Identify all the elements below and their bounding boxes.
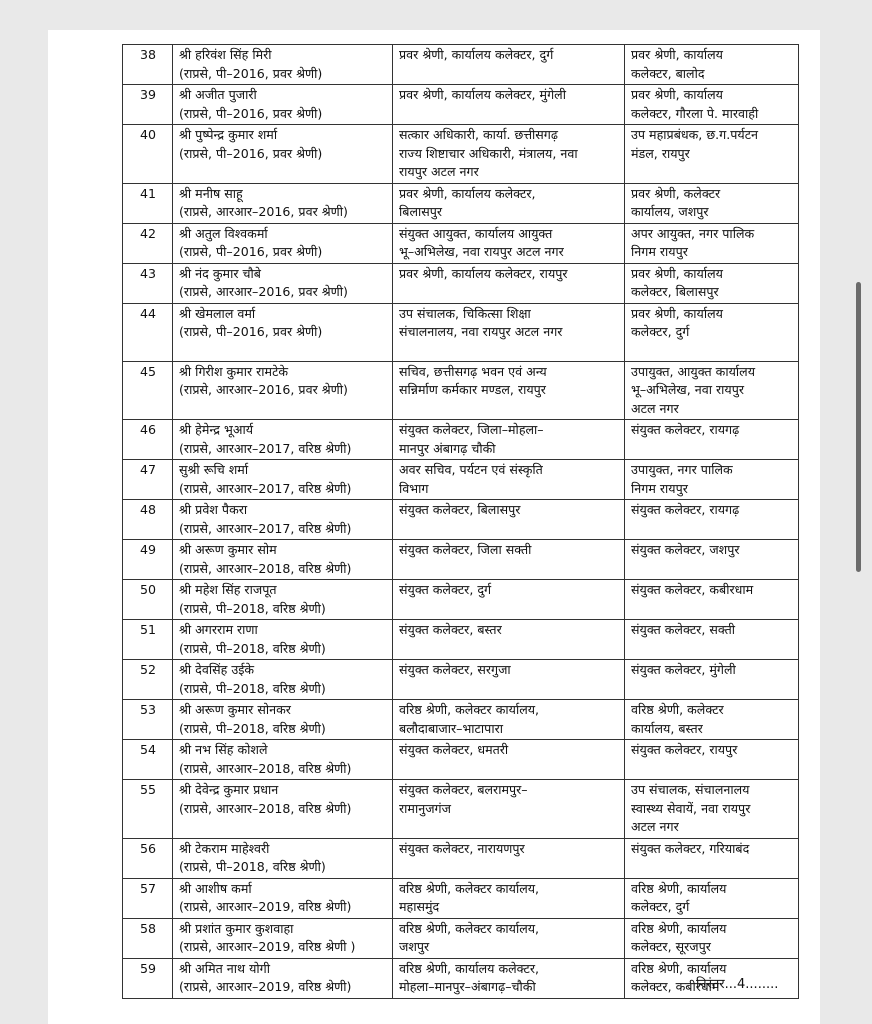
table-row — [123, 838, 799, 878]
officer-batch: (राप्रसे, पी–2018, वरिष्ठ श्रेणी) — [179, 680, 326, 696]
new-posting-line: वरिष्ठ श्रेणी, कलेक्टर — [631, 702, 724, 717]
current-posting-cell — [393, 460, 625, 500]
new-posting-cell — [625, 540, 799, 580]
table-row — [123, 303, 799, 361]
new-posting-line: कलेक्टर, दुर्ग — [631, 899, 690, 914]
serial-number: 44 — [123, 303, 173, 361]
current-posting-line: सन्निर्माण कर्मकार मण्डल, रायपुर — [399, 382, 546, 397]
current-posting-line: प्रवर श्रेणी, कार्यालय कलेक्टर, — [399, 185, 536, 201]
officer-batch: (राप्रसे, पी–2016, प्रवर श्रेणी) — [179, 244, 323, 259]
current-posting-line: जशपुर — [399, 939, 430, 954]
current-posting-line: वरिष्ठ श्रेणी, कलेक्टर कार्यालय, — [399, 920, 540, 936]
officer-batch: (राप्रसे, पी–2018, वरिष्ठ श्रेणी) — [179, 859, 326, 874]
current-posting-cell — [393, 85, 625, 125]
officer-batch: (राप्रसे, आरआर–2019, वरिष्ठ श्रेणी) — [179, 899, 352, 914]
officer-cell — [173, 85, 393, 125]
officer-cell — [173, 700, 393, 740]
officer-name: सुश्री रूचि शर्मा — [179, 462, 249, 477]
new-posting-cell — [625, 263, 799, 303]
new-posting-cell — [625, 303, 799, 361]
serial-number: 55 — [123, 780, 173, 839]
officer-cell — [173, 183, 393, 223]
table-row — [123, 700, 799, 740]
serial-number: 40 — [123, 125, 173, 184]
officer-cell — [173, 125, 393, 184]
new-posting-line: प्रवर श्रेणी, कार्यालय — [631, 305, 723, 321]
serial-number: 48 — [123, 500, 173, 540]
officer-cell — [173, 540, 393, 580]
new-posting-cell — [625, 420, 799, 460]
serial-number: 45 — [123, 361, 173, 420]
current-posting-line: संयुक्त कलेक्टर, सरगुजा — [399, 662, 511, 677]
new-posting-line: उप संचालक, संचालनालय — [631, 782, 750, 797]
continued-note: निरंतर...4........ — [696, 977, 779, 992]
new-posting-cell — [625, 918, 799, 958]
current-posting-line: वरिष्ठ श्रेणी, कलेक्टर कार्यालय, — [399, 880, 540, 896]
table-row — [123, 223, 799, 263]
current-posting-line: अवर सचिव, पर्यटन एवं संस्कृति — [399, 462, 543, 477]
new-posting-cell — [625, 183, 799, 223]
current-posting-line: संयुक्त कलेक्टर, धमतरी — [399, 742, 509, 757]
table-row — [123, 620, 799, 660]
serial-number: 57 — [123, 878, 173, 918]
officer-cell — [173, 420, 393, 460]
current-posting-line: रामानुजगंज — [399, 800, 451, 816]
table-row — [123, 918, 799, 958]
current-posting-cell — [393, 540, 625, 580]
new-posting-line: उप महाप्रबंधक, छ.ग.पर्यटन — [631, 127, 759, 142]
current-posting-cell — [393, 660, 625, 700]
officer-name: श्री हेमेन्द्र भूआर्य — [179, 422, 254, 437]
current-posting-line: संयुक्त कलेक्टर, जिला सक्ती — [399, 542, 532, 557]
officer-name: श्री नंद कुमार चौबे — [179, 265, 261, 281]
officer-batch: (राप्रसे, आरआर–2017, वरिष्ठ श्रेणी) — [179, 480, 352, 496]
officer-cell — [173, 838, 393, 878]
scrollbar[interactable] — [852, 0, 872, 1024]
table-row — [123, 740, 799, 780]
officer-name: श्री गिरीश कुमार रामटेके — [179, 363, 289, 379]
officer-cell — [173, 361, 393, 420]
current-posting-cell — [393, 45, 625, 85]
serial-number: 56 — [123, 838, 173, 878]
officer-name: श्री पुष्पेन्द्र कुमार शर्मा — [179, 127, 278, 142]
serial-number: 53 — [123, 700, 173, 740]
officer-batch: (राप्रसे, पी–2018, वरिष्ठ श्रेणी) — [179, 720, 326, 736]
officer-batch: (राप्रसे, आरआर–2017, वरिष्ठ श्रेणी) — [179, 520, 352, 536]
officer-cell — [173, 263, 393, 303]
officer-cell — [173, 918, 393, 958]
officer-name: श्री खेमलाल वर्मा — [179, 305, 256, 321]
current-posting-line: विभाग — [399, 480, 429, 496]
current-posting-line: संयुक्त आयुक्त, कार्यालय आयुक्त — [399, 225, 553, 241]
officer-batch: (राप्रसे, आरआर–2017, वरिष्ठ श्रेणी) — [179, 440, 352, 456]
new-posting-line: कार्यालय, जशपुर — [631, 204, 709, 219]
officer-cell — [173, 740, 393, 780]
officer-batch: (राप्रसे, पी–2016, प्रवर श्रेणी) — [179, 105, 323, 121]
current-posting-line: संयुक्त कलेक्टर, दुर्ग — [399, 582, 492, 597]
current-posting-line: बलौदाबाजार–भाटापारा — [399, 720, 503, 736]
officer-name: श्री टेकराम माहेश्वरी — [179, 840, 270, 856]
officer-batch: (राप्रसे, पी–2016, प्रवर श्रेणी) — [179, 324, 323, 339]
new-posting-cell — [625, 700, 799, 740]
new-posting-line: अटल नगर — [631, 400, 679, 416]
officer-batch: (राप्रसे, आरआर–2018, वरिष्ठ श्रेणी) — [179, 560, 352, 576]
document-page — [48, 30, 820, 1024]
serial-number: 54 — [123, 740, 173, 780]
current-posting-line: उप संचालक, चिकित्सा शिक्षा — [399, 305, 531, 321]
new-posting-line: प्रवर श्रेणी, कार्यालय — [631, 87, 723, 102]
current-posting-cell — [393, 223, 625, 263]
new-posting-line: संयुक्त कलेक्टर, जशपुर — [631, 542, 740, 557]
new-posting-line: प्रवर श्रेणी, कार्यालय — [631, 47, 723, 62]
current-posting-cell — [393, 838, 625, 878]
new-posting-line: अटल नगर — [631, 819, 679, 834]
table-row — [123, 660, 799, 700]
current-posting-cell — [393, 620, 625, 660]
table-row — [123, 85, 799, 125]
officer-batch: (राप्रसे, आरआर–2018, वरिष्ठ श्रेणी) — [179, 760, 352, 776]
new-posting-line: मंडल, रायपुर — [631, 145, 690, 161]
new-posting-cell — [625, 878, 799, 918]
new-posting-line: प्रवर श्रेणी, कार्यालय — [631, 265, 723, 281]
current-posting-line: भू–अभिलेख, नवा रायपुर अटल नगर — [399, 244, 564, 259]
new-posting-cell — [625, 500, 799, 540]
officer-batch: (राप्रसे, आरआर–2018, वरिष्ठ श्रेणी) — [179, 800, 352, 816]
officer-name: श्री अरूण कुमार सोनकर — [179, 702, 291, 717]
current-posting-line: मानपुर अंबागढ़ चौकी — [399, 440, 496, 456]
new-posting-line: वरिष्ठ श्रेणी, कार्यालय — [631, 880, 727, 896]
officer-batch: (राप्रसे, आरआर–2016, प्रवर श्रेणी) — [179, 284, 348, 299]
new-posting-cell — [625, 125, 799, 184]
new-posting-cell — [625, 838, 799, 878]
serial-number: 38 — [123, 45, 173, 85]
officer-batch: (राप्रसे, पी–2018, वरिष्ठ श्रेणी) — [179, 600, 326, 616]
new-posting-line: कलेक्टर, सूरजपुर — [631, 939, 711, 954]
officer-cell — [173, 660, 393, 700]
officer-batch: (राप्रसे, आरआर–2016, प्रवर श्रेणी) — [179, 382, 348, 397]
current-posting-line: संयुक्त कलेक्टर, बिलासपुर — [399, 502, 521, 517]
table-row — [123, 125, 799, 184]
officer-cell — [173, 878, 393, 918]
table-row — [123, 500, 799, 540]
current-posting-line: प्रवर श्रेणी, कार्यालय कलेक्टर, रायपुर — [399, 265, 568, 281]
new-posting-line: अपर आयुक्त, नगर पालिक — [631, 225, 755, 241]
current-posting-cell — [393, 780, 625, 839]
current-posting-cell — [393, 700, 625, 740]
current-posting-line: प्रवर श्रेणी, कार्यालय कलेक्टर, मुंगेली — [399, 87, 566, 102]
serial-number: 41 — [123, 183, 173, 223]
current-posting-line: प्रवर श्रेणी, कार्यालय कलेक्टर, दुर्ग — [399, 47, 554, 62]
officer-name: श्री आशीष कर्मा — [179, 880, 252, 896]
current-posting-line: संयुक्त कलेक्टर, जिला–मोहला– — [399, 422, 544, 437]
officer-name: श्री महेश सिंह राजपूत — [179, 582, 277, 597]
current-posting-cell — [393, 580, 625, 620]
new-posting-line: कलेक्टर, कबीरधाम — [631, 979, 720, 994]
table-row — [123, 460, 799, 500]
current-posting-line: रायपुर अटल नगर — [399, 164, 479, 179]
new-posting-cell — [625, 620, 799, 660]
officer-cell — [173, 620, 393, 660]
new-posting-line: संयुक्त कलेक्टर, कबीरधाम — [631, 582, 754, 597]
new-posting-cell — [625, 660, 799, 700]
serial-number: 59 — [123, 958, 173, 998]
officer-cell — [173, 303, 393, 361]
current-posting-cell — [393, 263, 625, 303]
serial-number: 47 — [123, 460, 173, 500]
new-posting-line: स्वास्थ्य सेवायें, नवा रायपुर — [631, 800, 751, 816]
new-posting-cell — [625, 45, 799, 85]
current-posting-line: मोहला–मानपुर–अंबागढ़–चौकी — [399, 979, 536, 994]
current-posting-cell — [393, 420, 625, 460]
current-posting-cell — [393, 740, 625, 780]
officer-name: श्री देवेन्द्र कुमार प्रधान — [179, 782, 279, 797]
officer-batch: (राप्रसे, आरआर–2016, प्रवर श्रेणी) — [179, 204, 348, 219]
table-row — [123, 420, 799, 460]
officer-cell — [173, 958, 393, 998]
officer-batch: (राप्रसे, पी–2018, वरिष्ठ श्रेणी) — [179, 640, 326, 656]
officer-name: श्री प्रशांत कुमार कुशवाहा — [179, 920, 294, 936]
serial-number: 43 — [123, 263, 173, 303]
current-posting-line: सत्कार अधिकारी, कार्या. छत्तीसगढ़ — [399, 127, 558, 142]
officer-batch: (राप्रसे, आरआर–2019, वरिष्ठ श्रेणी) — [179, 979, 352, 994]
serial-number: 42 — [123, 223, 173, 263]
officer-name: श्री हरिवंश सिंह मिरी — [179, 47, 272, 62]
scrollbar-thumb[interactable] — [856, 282, 861, 572]
new-posting-line: निगम रायपुर — [631, 480, 688, 496]
current-posting-cell — [393, 183, 625, 223]
serial-number: 49 — [123, 540, 173, 580]
officer-name: श्री अगरराम राणा — [179, 622, 258, 637]
officer-batch: (राप्रसे, पी–2016, प्रवर श्रेणी) — [179, 65, 323, 81]
serial-number: 50 — [123, 580, 173, 620]
officer-batch: (राप्रसे, पी–2016, प्रवर श्रेणी) — [179, 145, 323, 161]
current-posting-line: संचालनालय, नवा रायपुर अटल नगर — [399, 324, 563, 339]
new-posting-line: संयुक्त कलेक्टर, सक्ती — [631, 622, 736, 637]
current-posting-line: सचिव, छत्तीसगढ़ भवन एवं अन्य — [399, 363, 547, 379]
new-posting-line: संयुक्त कलेक्टर, गरियाबंद — [631, 840, 750, 856]
serial-number: 58 — [123, 918, 173, 958]
current-posting-line: राज्य शिष्टाचार अधिकारी, मंत्रालय, नवा — [399, 145, 578, 161]
new-posting-line: कलेक्टर, बालोद — [631, 65, 705, 81]
officer-cell — [173, 460, 393, 500]
table-row — [123, 580, 799, 620]
new-posting-line: निगम रायपुर — [631, 244, 688, 259]
new-posting-line: संयुक्त कलेक्टर, रायपुर — [631, 742, 738, 757]
new-posting-cell — [625, 85, 799, 125]
table-row — [123, 45, 799, 85]
new-posting-cell — [625, 780, 799, 839]
current-posting-cell — [393, 500, 625, 540]
new-posting-line: संयुक्त कलेक्टर, मुंगेली — [631, 662, 736, 677]
table-row — [123, 780, 799, 839]
current-posting-cell — [393, 918, 625, 958]
new-posting-line: उपायुक्त, आयुक्त कार्यालय — [631, 363, 756, 379]
new-posting-line: वरिष्ठ श्रेणी, कार्यालय — [631, 920, 727, 936]
officer-name: श्री नभ सिंह कोशले — [179, 742, 268, 757]
officer-name: श्री अरूण कुमार सोम — [179, 542, 277, 557]
officer-cell — [173, 780, 393, 839]
new-posting-line: कलेक्टर, बिलासपुर — [631, 284, 719, 299]
officer-batch: (राप्रसे, आरआर–2019, वरिष्ठ श्रेणी ) — [179, 939, 356, 954]
new-posting-line: वरिष्ठ श्रेणी, कार्यालय — [631, 960, 727, 976]
serial-number: 46 — [123, 420, 173, 460]
new-posting-cell — [625, 580, 799, 620]
current-posting-line: संयुक्त कलेक्टर, नारायणपुर — [399, 840, 525, 856]
new-posting-cell — [625, 223, 799, 263]
current-posting-cell — [393, 361, 625, 420]
current-posting-line: बिलासपुर — [399, 204, 443, 219]
table-row — [123, 540, 799, 580]
current-posting-line: संयुक्त कलेक्टर, बस्तर — [399, 622, 502, 637]
current-posting-cell — [393, 125, 625, 184]
new-posting-line: प्रवर श्रेणी, कलेक्टर — [631, 185, 721, 201]
new-posting-line: संयुक्त कलेक्टर, रायगढ़ — [631, 502, 740, 517]
officer-cell — [173, 580, 393, 620]
current-posting-line: वरिष्ठ श्रेणी, कार्यालय कलेक्टर, — [399, 960, 540, 976]
current-posting-cell — [393, 878, 625, 918]
officer-name: श्री प्रवेश पैकरा — [179, 502, 248, 517]
table-row — [123, 361, 799, 420]
serial-number: 51 — [123, 620, 173, 660]
current-posting-cell — [393, 958, 625, 998]
officer-cell — [173, 500, 393, 540]
officer-cell — [173, 223, 393, 263]
table-row — [123, 263, 799, 303]
current-posting-line: वरिष्ठ श्रेणी, कलेक्टर कार्यालय, — [399, 702, 540, 717]
serial-number: 39 — [123, 85, 173, 125]
current-posting-line: संयुक्त कलेक्टर, बलरामपुर– — [399, 782, 528, 797]
new-posting-line: संयुक्त कलेक्टर, रायगढ़ — [631, 422, 740, 437]
officer-name: श्री अतुल विश्वकर्मा — [179, 225, 268, 241]
current-posting-line: महासमुंद — [399, 899, 440, 914]
transfer-table — [122, 44, 799, 999]
new-posting-line: कार्यालय, बस्तर — [631, 720, 703, 736]
new-posting-cell — [625, 361, 799, 420]
table-row — [123, 878, 799, 918]
new-posting-line: कलेक्टर, गौरला पे. मारवाही — [631, 105, 759, 121]
table-row — [123, 183, 799, 223]
officer-cell — [173, 45, 393, 85]
officer-name: श्री मनीष साहू — [179, 185, 243, 201]
new-posting-line: कलेक्टर, दुर्ग — [631, 324, 690, 339]
officer-name: श्री अमित नाथ योगी — [179, 960, 270, 976]
officer-name: श्री अजीत पुजारी — [179, 87, 257, 102]
current-posting-cell — [393, 303, 625, 361]
serial-number: 52 — [123, 660, 173, 700]
new-posting-cell — [625, 740, 799, 780]
officer-name: श्री देवसिंह उईके — [179, 662, 255, 677]
new-posting-cell — [625, 460, 799, 500]
new-posting-line: उपायुक्त, नगर पालिक — [631, 462, 733, 477]
new-posting-line: भू–अभिलेख, नवा रायपुर — [631, 382, 745, 397]
